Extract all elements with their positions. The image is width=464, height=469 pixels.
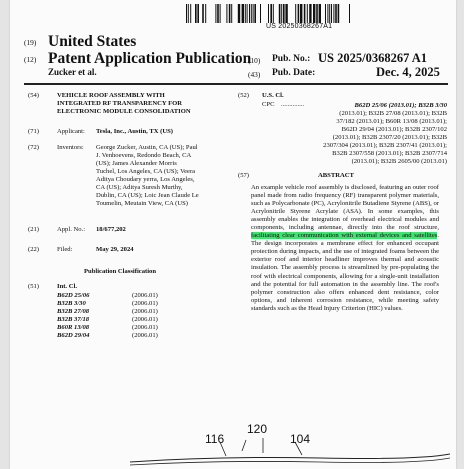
cpc-line: (2013.01); B32B 2605/00 (2013.01) [351, 158, 447, 166]
barcode-bar [226, 4, 227, 23]
ref-label-104: 104 [290, 432, 311, 446]
cpc-line: 2307/304 (2013.01); B32B 2307/41 (2013.01); [323, 142, 447, 150]
inventor-line: Tuchel, Los Angeles, CA (US); Veera [96, 168, 196, 176]
inventor-line: CA (US); Aditya Suresh Murthy, [96, 184, 183, 192]
barcode-bar [313, 4, 315, 23]
barcode-bar [281, 4, 282, 23]
applicant-label: Applicant: [57, 128, 85, 135]
code-12: (12) [24, 55, 37, 64]
barcode-bar [295, 4, 296, 23]
abstract-heading: ABSTRACT [318, 172, 354, 179]
code-19: (19) [24, 38, 37, 47]
barcode-bar [254, 4, 256, 23]
code-57: (57) [238, 172, 249, 179]
code-54: (54) [28, 92, 39, 99]
code-52: (52) [238, 92, 249, 99]
abstract-text: . The design incorporates a membrane effect for enhanced occupant protection during impacts, and the use of integrated foams between the exterior roof and interior headliner improves thermal and acoustic insulation. The assembly process is streamlined by pre-populating the roof with electrical components, allowing for a single-unit installation and the potential for full automation in the assembly line. The roof's polymer construction also offers enhanced dent resistance, color options, and inherent corrosion resistance, while meeting safety standards such as the Head Injury Criterion (HIC) values. [251, 232, 439, 312]
barcode-bar [231, 4, 232, 23]
barcode-number: US 20250368267A1 [266, 23, 333, 30]
barcode [186, 4, 350, 23]
int-cl-version: (2006.01) [132, 316, 158, 324]
barcode-bar [205, 4, 206, 23]
barcode-bar [245, 4, 246, 23]
filed-label: Filed: [57, 246, 73, 253]
barcode-bar [268, 4, 269, 23]
barcode-bar [279, 4, 281, 23]
barcode-bar [273, 4, 274, 23]
barcode-bar [300, 4, 302, 23]
barcode-bar [349, 4, 350, 23]
int-cl-row [57, 308, 192, 316]
pub-date-label: Pub. Date: [272, 68, 316, 78]
int-cl-code: B32B 3/30 [57, 300, 86, 308]
cpc-line: B62D 29/04 (2013.01); B32B 2307/102 [341, 126, 447, 134]
cpc-line: (2013.01); B32B 27/08 (2013.01); B32B [339, 110, 447, 118]
barcode-bar [186, 4, 187, 23]
barcode-bar [220, 4, 221, 23]
inventor-line: (US); James Alexander Morris [96, 160, 177, 168]
code-21: (21) [28, 226, 39, 233]
filed-date: May 29, 2024 [96, 246, 134, 253]
cpc-label: CPC [262, 101, 275, 108]
cpc-line: (2013.01); B32B 2307/20 (2013.01); B32B [332, 134, 447, 142]
inventor-line: Toumelin, Meutain View, CA (US) [96, 200, 188, 208]
us-cl-label: U.S. Cl. [262, 92, 284, 99]
barcode-bar [283, 4, 285, 23]
barcode-bar [197, 4, 199, 23]
int-cl-table [57, 292, 192, 340]
abstract-body [251, 184, 439, 313]
int-cl-version: (2006.01) [132, 308, 158, 316]
int-cl-row [57, 324, 192, 332]
pub-no-label: Pub. No.: [272, 54, 311, 64]
pub-no: US 2025/0368267 A1 [318, 51, 428, 65]
barcode-bar [304, 4, 306, 23]
roof-outline [130, 454, 450, 462]
barcode-bar [229, 4, 231, 23]
inventor-short: Zucker et al. [48, 67, 97, 77]
barcode-bar [285, 4, 287, 23]
barcode-bar [251, 4, 252, 23]
document-type: Patent Application Publication [48, 50, 252, 67]
int-cl-row [57, 316, 192, 324]
int-cl-version: (2006.01) [132, 292, 158, 299]
int-cl-version: (2006.01) [132, 324, 158, 332]
int-cl-code: B32B 37/18 [57, 316, 90, 324]
code-10: (10) [248, 56, 261, 65]
barcode-bar [329, 4, 330, 23]
barcode-bar [242, 4, 244, 23]
title-line: VEHICLE ROOF ASSEMBLY WITH [57, 92, 165, 99]
barcode-bar [217, 4, 219, 23]
cpc-dots: .............. [281, 101, 305, 108]
patent-page [10, 0, 456, 469]
int-cl-code: B32B 27/08 [57, 308, 90, 316]
int-cl-version: (2006.01) [132, 332, 158, 340]
code-51: (51) [28, 283, 39, 290]
barcode-bar [327, 4, 328, 23]
title-line: ELECTRONIC MODULE CONSOLIDATION [57, 108, 191, 116]
country: United States [48, 33, 137, 50]
int-cl-code: B60R 13/08 [57, 324, 90, 332]
barcode-bar [307, 4, 308, 23]
abstract-text: An example vehicle roof assembly is disclosed, featuring an outer roof panel made from radio frequency (RF) transparent polymer materials, such as Polycarbonate (PC), Acrylonitrile Butadiene Styrene (ABS), or Acrylonitrile Styrene Acrylate (ASA). In some examples, this assembly enables the integration of overhead electrical modules and components, including antennae, directly into the roof structure, [251, 184, 439, 232]
code-22: (22) [28, 246, 39, 253]
inventors-label: Inventors: [57, 144, 84, 151]
barcode-bar [215, 4, 216, 23]
ref-label-116: 116 [205, 432, 225, 446]
highlighted-text: facilitating clear communication with external devices and satellites [251, 232, 438, 240]
inventor-line: Dublin, CA (US); Loic Jean Claude Le [96, 192, 199, 200]
barcode-bar [338, 4, 340, 23]
invention-title [57, 92, 237, 116]
cpc-line: B32B 2307/558 (2013.01); B32B 2307/714 [332, 150, 447, 158]
code-71: (71) [28, 128, 39, 135]
barcode-bar [270, 4, 272, 23]
header-rule [24, 83, 448, 85]
barcode-bar [331, 4, 332, 23]
cpc-classifications [275, 102, 447, 166]
barcode-bar [253, 4, 254, 23]
title-line: INTEGRATED RF TRANSPARENCY FOR [57, 100, 182, 108]
barcode-bar [325, 4, 326, 23]
leader-line [242, 440, 246, 451]
pub-class-heading: Publication Classification [84, 268, 156, 275]
pub-date: Dec. 4, 2025 [376, 65, 440, 79]
int-cl-code: B62D 29/04 [57, 332, 90, 340]
barcode-bar [188, 4, 189, 23]
int-cl-code: B62D 25/06 [57, 292, 90, 299]
barcode-bar [316, 4, 318, 23]
code-72: (72) [28, 144, 39, 151]
appl-no-label: Appl. No.: [57, 226, 86, 233]
barcode-bar [298, 4, 300, 23]
cpc-line: 37/182 (2013.01); B60R 13/08 (2013.01); [336, 118, 447, 126]
barcode-bar [260, 4, 261, 23]
int-cl-label: Int. Cl. [57, 283, 77, 290]
cpc-line: B62D 25/06 (2013.01); B32B 3/30 [354, 102, 447, 109]
inventor-line: J. Venhoevens, Redondo Beach, CA [96, 152, 192, 160]
int-cl-row [57, 300, 192, 308]
barcode-bar [202, 4, 204, 23]
int-cl-row [57, 332, 192, 340]
code-43: (43) [248, 70, 261, 79]
barcode-bar [309, 4, 311, 23]
int-cl-row [57, 292, 192, 300]
inventors-list [96, 144, 241, 208]
appl-no: 18/677,202 [96, 226, 126, 233]
barcode-bar [190, 4, 191, 23]
ref-label-120: 120 [247, 422, 268, 436]
int-cl-version: (2006.01) [132, 300, 158, 308]
barcode-bar [335, 4, 337, 23]
inventor-line: Aditya Choudary yerra, Los Angeles, [96, 176, 195, 184]
barcode-bar [333, 4, 334, 23]
barcode-bar [238, 4, 240, 23]
barcode-bar [319, 4, 321, 23]
barcode-bar [249, 4, 250, 23]
barcode-bar [247, 4, 248, 23]
barcode-bar [195, 4, 197, 23]
inventor-line: George Zucker, Austin, CA (US); Paul [96, 144, 198, 151]
applicant: Tesla, Inc., Austin, TX (US) [96, 128, 173, 135]
